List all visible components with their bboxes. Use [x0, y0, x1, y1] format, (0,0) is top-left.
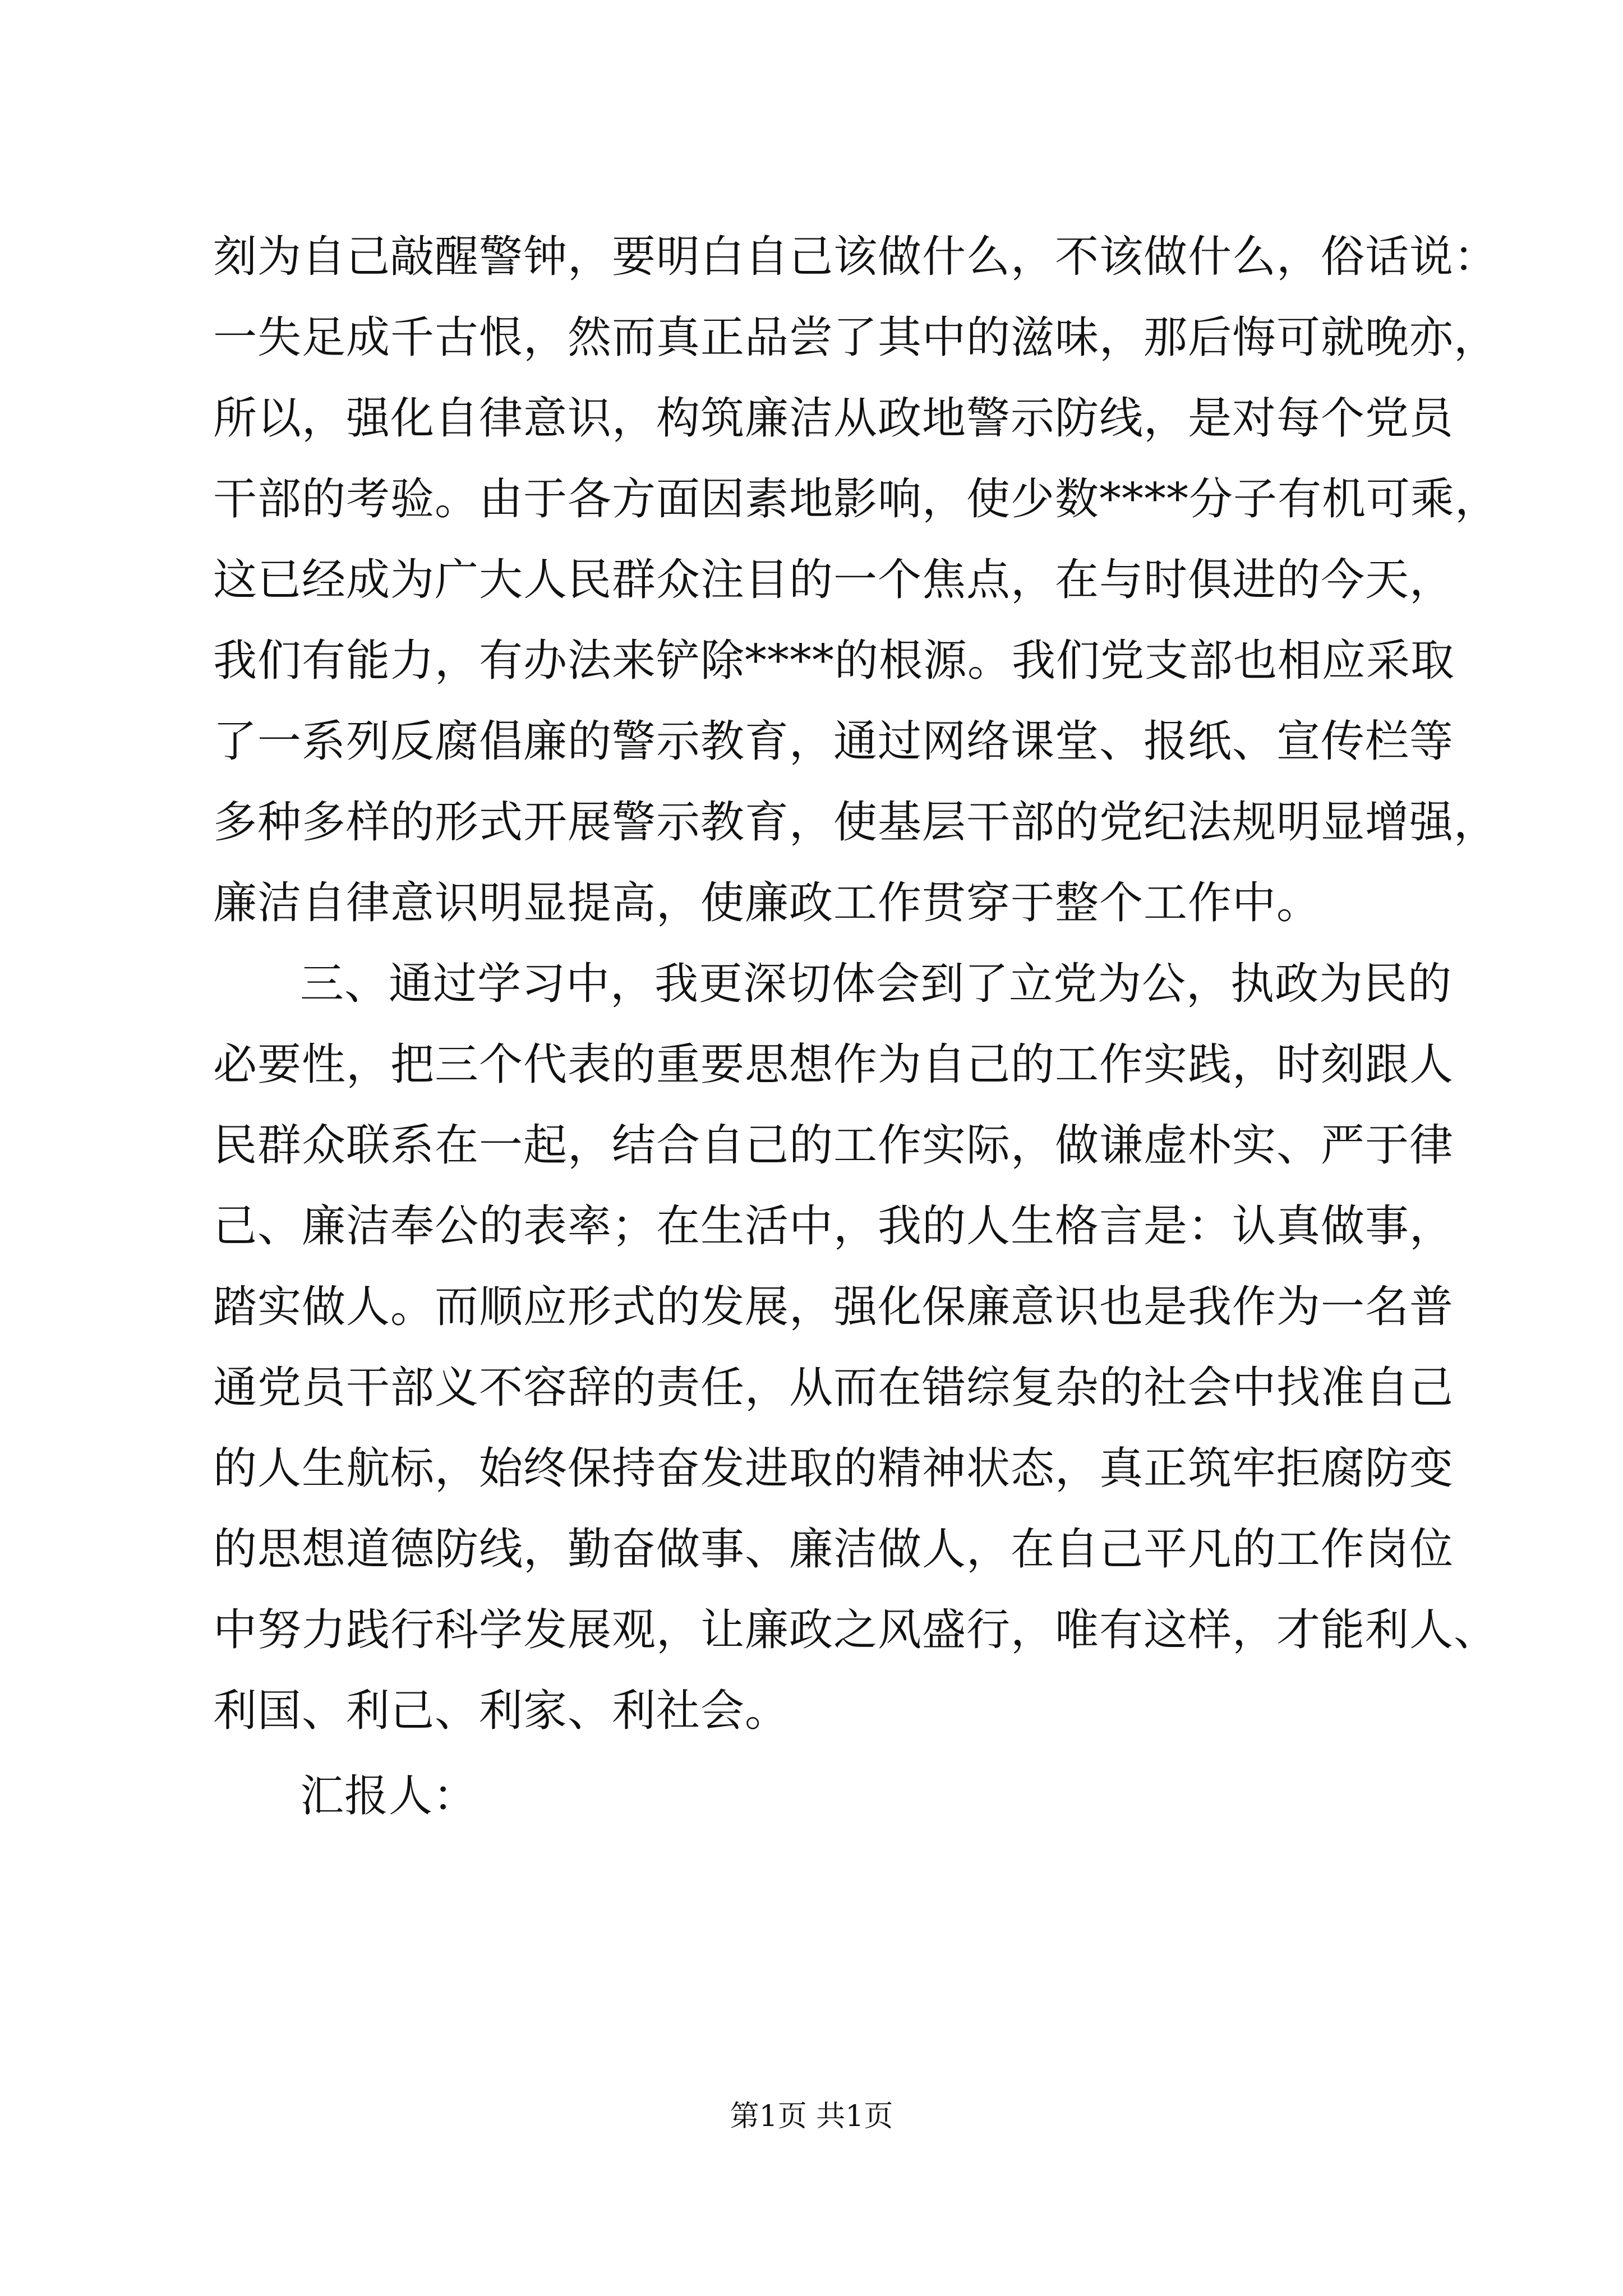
text-line: 踏实做人。而顺应形式的发展，强化保廉意识也是我作为一名普: [213, 1282, 1454, 1332]
text-line: 己、廉洁奉公的表率；在生活中，我的人生格言是：认真做事，: [213, 1201, 1454, 1251]
text-line: 通党员干部义不容辞的责任，从而在错综复杂的社会中找准自己: [213, 1363, 1454, 1413]
text-line: 必要性，把三个代表的重要思想作为自己的工作实践，时刻跟人: [213, 1039, 1454, 1090]
text-line: 利国、利己、利家、利社会。: [213, 1686, 790, 1736]
text-line: 廉洁自律意识明显提高，使廉政工作贯穿于整个工作中。: [213, 878, 1321, 928]
text-line: 中努力践行科学发展观，让廉政之风盛行，唯有这样，才能利人、: [213, 1605, 1498, 1655]
text-line: 的人生航标，始终保持奋发进取的精神状态，真正筑牢拒腐防变: [213, 1443, 1454, 1494]
text-line: 的思想道德防线，勤奋做事、廉洁做人，在自己平凡的工作岗位: [213, 1524, 1454, 1575]
text-line: 民群众联系在一起，结合自己的工作实际，做谦虚朴实、严于律: [213, 1120, 1454, 1171]
text-line: 一失足成千古恨，然而真正品尝了其中的滋味，那后悔可就晚亦，: [213, 312, 1498, 363]
text-line: 这已经成为广大人民群众注目的一个焦点，在与时俱进的今天，: [213, 555, 1454, 605]
text-line: 刻为自己敲醒警钟，要明白自己该做什么，不该做什么，俗话说：: [213, 232, 1498, 282]
text-line: 我们有能力，有办法来铲除****的根源。我们党支部也相应采取: [213, 636, 1455, 686]
page-footer: 第1页 共1页: [730, 2100, 893, 2133]
text-line: 干部的考验。由于各方面因素地影响，使少数****分子有机可乘，: [213, 474, 1500, 524]
text-line: 多种多样的形式开展警示教育，使基层干部的党纪法规明显增强，: [213, 797, 1498, 848]
paragraph-three-first-line: 三、通过学习中，我更深切体会到了立党为公，执政为民的: [300, 959, 1453, 1009]
text-line: 所以，强化自律意识，构筑廉洁从政地警示防线，是对每个党员: [213, 393, 1454, 444]
reporter-label: 汇报人：: [300, 1771, 478, 1821]
text-line: 了一系列反腐倡廉的警示教育，通过网络课堂、报纸、宣传栏等: [213, 716, 1454, 767]
